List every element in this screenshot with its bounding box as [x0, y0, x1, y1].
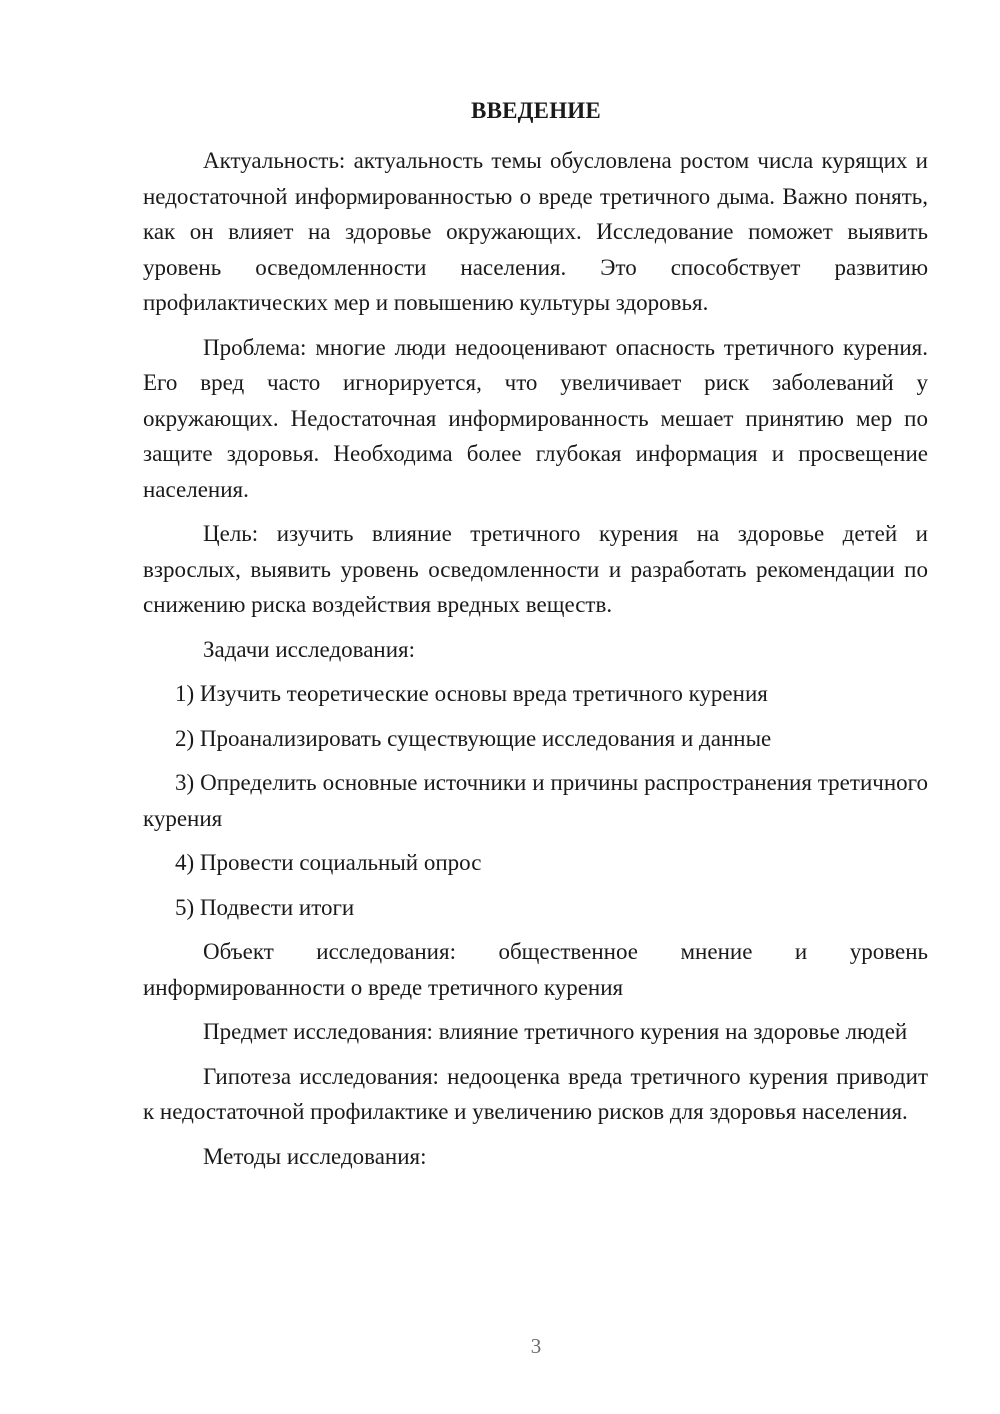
body-text [143, 143, 928, 1183]
task-item: 2) Проанализировать существующие исследования и данные [175, 725, 772, 751]
task-item: 1) Изучить теоретические основы вреда третичного курения [175, 681, 768, 706]
task-item: 5) Подвести итоги [175, 894, 355, 920]
object-paragraph: Объект исследования: общественное мнение и уровень информированности о вреде третичного курения [143, 939, 928, 1000]
methods-heading: Методы исследования: [203, 1143, 427, 1169]
tasks-heading: Задачи исследования: [203, 636, 416, 662]
relevance-paragraph: Актуальность: актуальность темы обусловлена ростом числа курящих и недостаточной информированностью о вреде третичного дыма. Важно понять, как он влияет на здоровье окружающих. Исследование поможет выявить уровень осведомленности населения. Это способствует развитию профилактических мер и повышению культуры здоровья. [143, 148, 928, 315]
problem-paragraph: Проблема: многие люди недооценивают опасность третичного курения. Его вред часто игнорируется, что увеличивает риск заболеваний у окружающих. Недостаточная информированность мешает принятию мер по защите здоровья. Необходима более глубокая информация и просвещение населения. [143, 334, 928, 502]
section-title: ВВЕДЕНИЕ [471, 98, 601, 123]
hypothesis-paragraph: Гипотеза исследования: недооценка вреда третичного курения приводит к недостаточной профилактике и увеличению рисков для здоровья населения. [143, 1063, 928, 1124]
subject-paragraph: Предмет исследования: влияние третичного курения на здоровье людей [203, 1019, 908, 1044]
task-item: 4) Провести социальный опрос [175, 850, 482, 875]
page-number: 3 [530, 1334, 542, 1358]
task-item: 3) Определить основные источники и причины распространения третичного курения [143, 770, 928, 831]
goal-paragraph: Цель: изучить влияние третичного курения на здоровье детей и взрослых, выявить уровень осведомленности и разработать рекомендации по снижению риска воздействия вредных веществ. [143, 521, 928, 617]
